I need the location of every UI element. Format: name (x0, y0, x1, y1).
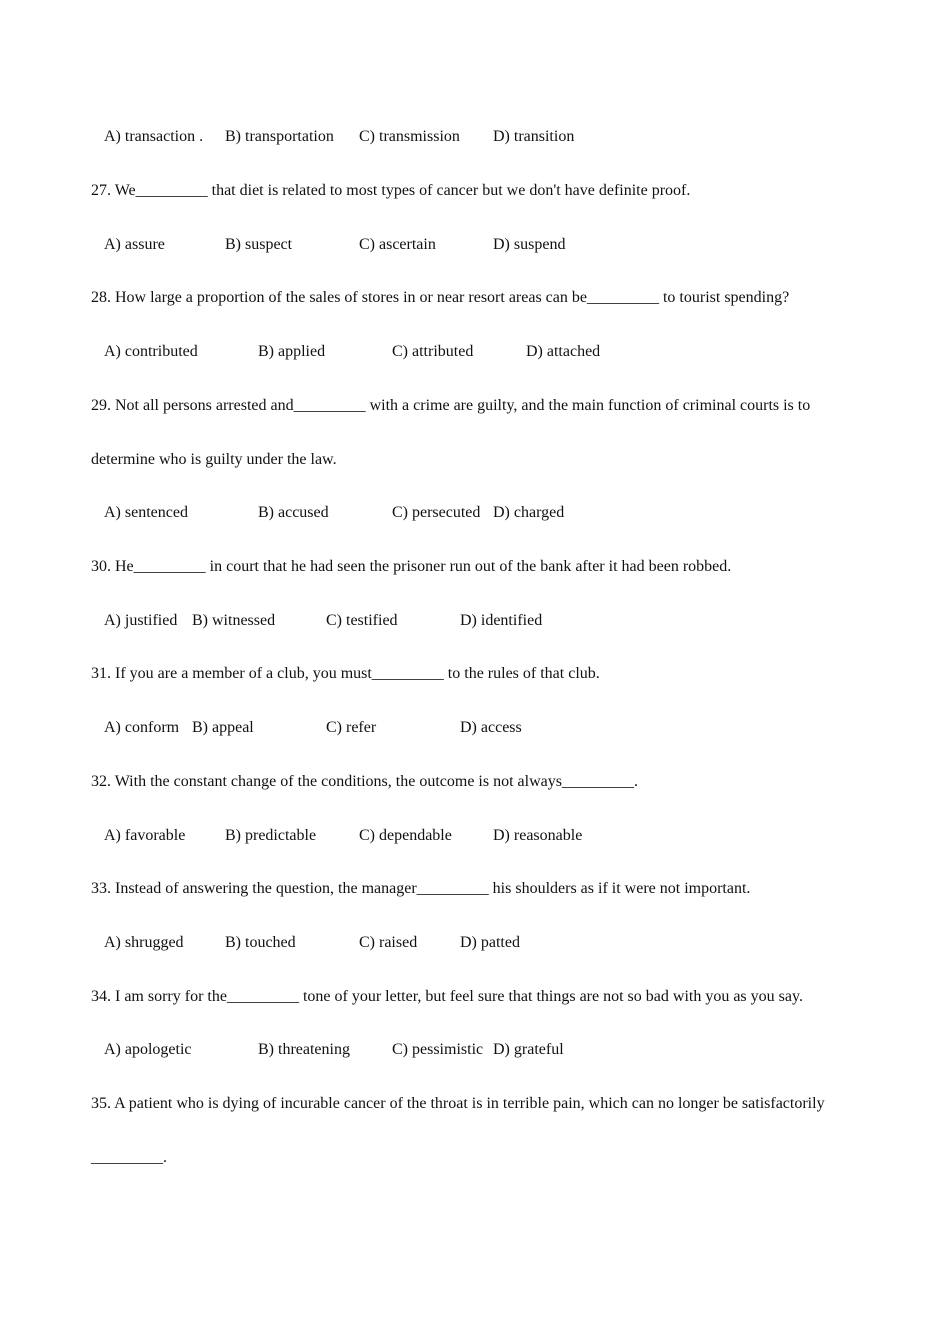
option-c: C) raised (359, 934, 418, 951)
option-b: B) transportation (225, 128, 334, 145)
option-b: B) suspect (225, 236, 293, 253)
option-b: B) witnessed (192, 612, 276, 629)
option-c: C) dependable (359, 827, 452, 844)
option-a: A) justified (104, 612, 178, 629)
option-a: A) favorable (104, 827, 186, 844)
option-b: B) applied (258, 343, 326, 360)
option-d: D) transition (493, 128, 575, 145)
option-a: A) contributed (104, 343, 198, 360)
option-c: C) refer (326, 719, 377, 736)
question-31-text: 31. If you are a member of a club, you must_________ to the rules of that club. (91, 665, 600, 682)
option-a: A) apologetic (104, 1041, 192, 1058)
question-33-text: 33. Instead of answering the question, the manager_________ his shoulders as if it were not important. (91, 880, 751, 897)
option-b: B) touched (225, 934, 296, 951)
question-30-text: 30. He_________ in court that he had seen the prisoner run out of the bank after it had been robbed. (91, 558, 732, 575)
option-c: C) persecuted (392, 504, 481, 521)
question-35-text: 35. A patient who is dying of incurable cancer of the throat is in terrible pain, which can no longer be satisfactorily (91, 1095, 825, 1112)
option-d: D) charged (493, 504, 565, 521)
question-35-text-cont: _________. (91, 1149, 167, 1166)
option-a: A) assure (104, 236, 165, 253)
option-b: B) predictable (225, 827, 317, 844)
option-d: D) access (460, 719, 522, 736)
option-c: C) attributed (392, 343, 474, 360)
option-a: A) conform (104, 719, 180, 736)
question-28-text: 28. How large a proportion of the sales of stores in or near resort areas can be_________ to tourist spending? (91, 289, 790, 306)
option-d: D) attached (526, 343, 601, 360)
question-29-text: 29. Not all persons arrested and_________ with a crime are guilty, and the main function of criminal courts is to (91, 397, 811, 414)
option-a: A) sentenced (104, 504, 188, 521)
option-d: D) identified (460, 612, 543, 629)
question-27-text: 27. We_________ that diet is related to most types of cancer but we don't have definite proof. (91, 182, 691, 199)
option-c: C) transmission (359, 128, 460, 145)
option-d: D) suspend (493, 236, 566, 253)
option-a: A) shrugged (104, 934, 184, 951)
option-d: D) patted (460, 934, 520, 951)
option-d: D) grateful (493, 1041, 564, 1058)
option-c: C) pessimistic (392, 1041, 484, 1058)
option-d: D) reasonable (493, 827, 583, 844)
option-c: C) testified (326, 612, 398, 629)
option-b: B) appeal (192, 719, 254, 736)
option-b: B) accused (258, 504, 329, 521)
option-c: C) ascertain (359, 236, 436, 253)
option-a: A) transaction . (104, 128, 204, 145)
question-34-text: 34. I am sorry for the_________ tone of your letter, but feel sure that things are not so bad with you as you say. (91, 988, 803, 1005)
question-29-text-cont: determine who is guilty under the law. (91, 451, 337, 468)
question-32-text: 32. With the constant change of the conditions, the outcome is not always_________. (91, 773, 638, 790)
option-b: B) threatening (258, 1041, 350, 1058)
